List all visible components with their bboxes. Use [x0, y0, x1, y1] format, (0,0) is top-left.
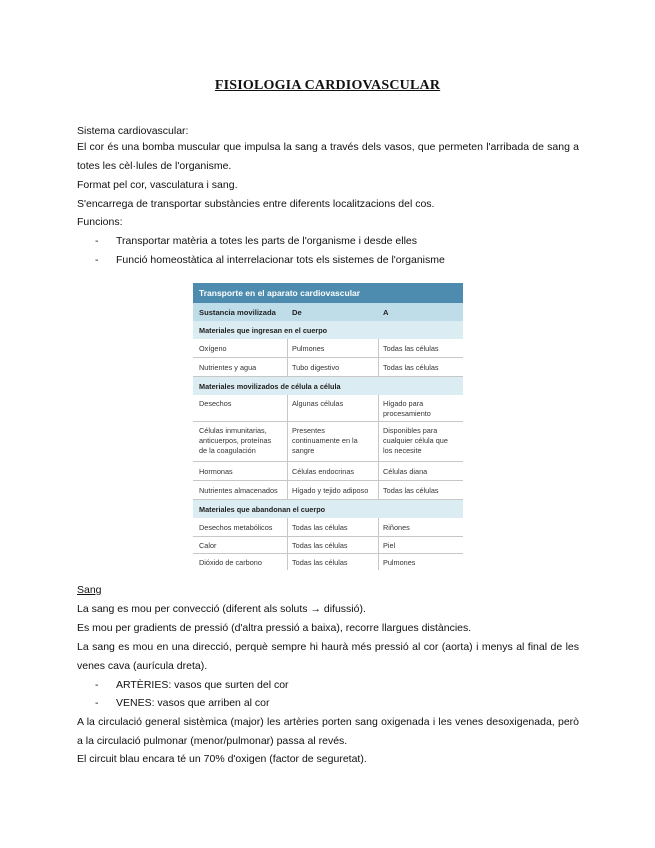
paragraph-function: S'encarrega de transportar substàncies entre diferents localitzacions del cos. [77, 198, 435, 210]
transport-table [193, 283, 463, 570]
table-section-header: Materiales que ingresan en el cuerpo [193, 321, 463, 339]
functions-label: Funcions: [77, 216, 123, 228]
page-title: FISIOLOGIA CARDIOVASCULAR [214, 78, 441, 93]
paragraph-composition: Format pel cor, vasculatura i sang. [77, 179, 238, 191]
bullet-dash: - [95, 235, 99, 247]
bullet-dash: - [95, 697, 99, 709]
sang-paragraph-4: A la circulació general sistèmica (major) les artèries porten sang oxigenada i les venes desoxigenada, però a la circulació pulmonar (menor/pulmonar) passa al revés. [77, 716, 579, 747]
table-row: Desechos metabólicos Todas las células Riñones [193, 518, 463, 537]
table-row: Nutrientes y agua Tubo digestivo Todas las células [193, 358, 463, 377]
column-divider [287, 395, 288, 500]
table-row: Desechos Algunas células Hígado para procesamiento [193, 395, 463, 422]
table-title: Transporte en el aparato cardiovascular [193, 283, 463, 303]
paragraph-definition: El cor és una bomba muscular que impulsa la sang a través dels vasos, que permeten l'arribada de sang a totes les cèl·lules de l'organisme. [77, 141, 579, 172]
column-divider [287, 518, 288, 570]
sang-paragraph-3: La sang es mou en una direcció, perquè sempre hi haurà més pressió al cor (aorta) i menys al final de les venes cava (aurícula dreta). [77, 641, 579, 672]
sang-paragraph-2: Es mou per gradients de pressió (d'altra pressió a baixa), recorre llargues distàncies. [77, 622, 472, 634]
function-item: Funció homeostàtica al interrelacionar tots els sistemes de l'organisme [116, 254, 445, 266]
column-divider [378, 518, 379, 570]
table-column-headers [193, 303, 463, 321]
table-row: Hormonas Células endocrinas Células diana [193, 462, 463, 481]
section-heading-cardiovascular: Sistema cardiovascular: [77, 125, 189, 137]
column-divider [378, 395, 379, 500]
bullet-dash: - [95, 679, 99, 691]
table-row: Oxígeno Pulmones Todas las células [193, 339, 463, 358]
column-divider [378, 339, 379, 377]
section-heading-sang: Sang [77, 584, 102, 596]
table-row: Nutrientes almacenados Hígado y tejido adiposo Todas las células [193, 481, 463, 500]
table-row: Calor Todas las células Piel [193, 537, 463, 554]
table-row: Dióxido de carbono Todas las células Pulmones [199, 558, 416, 567]
table-row: Células inmunitarias, anticuerpos, proteínas de la coagulación Presentes continuamente en la sangre Disponibles para cualquier célula que los necesite [193, 422, 463, 462]
sang-paragraph-5: El circuit blau encara té un 70% d'oxigen (factor de seguretat). [77, 753, 367, 765]
column-header: Sustancia movilizada [199, 308, 276, 317]
table-section-header: Materiales movilizados de célula a célula [193, 377, 463, 395]
bullet-dash: - [95, 254, 99, 266]
vessel-item: VENES: vasos que arriben al cor [116, 697, 270, 709]
table-section-header: Materiales que abandonan el cuerpo [193, 500, 463, 518]
column-divider [287, 339, 288, 377]
vessel-item: ARTÈRIES: vasos que surten del cor [116, 679, 289, 691]
function-item: Transportar matèria a totes les parts de l'organisme i desde elles [116, 235, 418, 247]
sang-paragraph-1: La sang es mou per convecció (diferent als soluts → difussió). [77, 603, 366, 615]
column-header: De [292, 308, 302, 317]
column-header: A [383, 308, 389, 317]
